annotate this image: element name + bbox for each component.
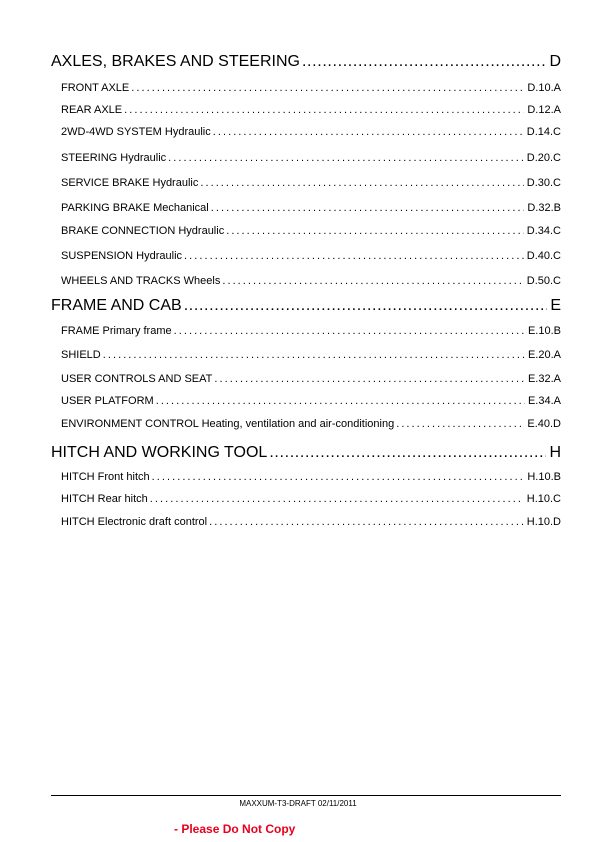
dot-leader [184,297,548,315]
section-title: HITCH AND WORKING TOOL [51,444,268,461]
toc-section-hitch-and-working-tool[interactable] [51,444,561,462]
entry-code: E.10.B [527,325,561,337]
entry-code: E.32.A [527,373,561,385]
toc-entry[interactable] [61,418,561,430]
entry-label: BRAKE CONNECTION Hydraulic [61,225,225,237]
entry-label: SHIELD [61,349,101,361]
dot-leader [269,444,546,462]
toc-entry[interactable] [61,250,561,262]
entry-code: D.30.C [526,177,561,189]
dot-leader [174,325,525,337]
dot-leader [168,152,524,164]
entry-code: D.32.B [527,202,561,214]
entry-code: E.40.D [527,418,561,430]
dot-leader [209,516,524,528]
entry-label: HITCH Front hitch [61,471,150,483]
toc-section-axles-brakes-steering[interactable] [51,53,561,71]
footer-document-code: MAXXUM-T3-DRAFT 02/11/2011 [239,799,357,808]
section-code: E [550,297,561,314]
dot-leader [103,349,525,361]
dot-leader [200,177,523,189]
toc-section-frame-and-cab[interactable] [51,297,561,315]
dot-leader [152,471,525,483]
toc-entry[interactable] [61,493,561,505]
dot-leader [184,250,524,262]
entry-code: H.10.C [526,493,561,505]
entry-code: D.14.C [526,126,561,138]
dot-leader [124,104,524,116]
toc-entry[interactable] [61,471,561,483]
entry-label: FRAME Primary frame [61,325,172,337]
entry-label: SERVICE BRAKE Hydraulic [61,177,199,189]
entry-code: D.10.A [527,82,561,94]
dot-leader [222,275,523,287]
toc-entry[interactable] [61,395,561,407]
entry-label: REAR AXLE [61,104,123,116]
toc-entry[interactable] [61,373,561,385]
toc-entry[interactable] [61,275,561,287]
entry-code: E.34.A [527,395,561,407]
entry-code: D.50.C [526,275,561,287]
toc-entry[interactable] [61,126,561,138]
entry-label: WHEELS AND TRACKS Wheels [61,275,221,287]
entry-label: HITCH Rear hitch [61,493,148,505]
toc-entry[interactable] [61,202,561,214]
toc-entry[interactable] [61,516,561,528]
entry-code: H.10.B [527,471,561,483]
entry-label: FRONT AXLE [61,82,130,94]
entry-label: STEERING Hydraulic [61,152,167,164]
dot-leader [213,126,524,138]
dot-leader [396,418,524,430]
dot-leader [302,53,546,71]
toc-entry[interactable] [61,152,561,164]
section-title: FRAME AND CAB [51,297,182,314]
entry-code: D.20.C [526,152,561,164]
dot-leader [150,493,524,505]
entry-code: D.12.A [527,104,561,116]
dot-leader [214,373,525,385]
dot-leader [156,395,525,407]
toc-entry[interactable] [61,177,561,189]
toc-entry[interactable] [61,82,561,94]
toc-entry[interactable] [61,349,561,361]
toc-entry[interactable] [61,225,561,237]
copy-notice: - Please Do Not Copy [174,822,296,836]
entry-label: USER PLATFORM [61,395,154,407]
entry-label: SUSPENSION Hydraulic [61,250,183,262]
entry-label: 2WD-4WD SYSTEM Hydraulic [61,126,211,138]
footer-divider [51,795,561,796]
dot-leader [131,82,524,94]
toc-entry[interactable] [61,325,561,337]
section-code: H [549,444,561,461]
section-title: AXLES, BRAKES AND STEERING [51,53,300,70]
dot-leader [226,225,524,237]
entry-label: HITCH Electronic draft control [61,516,208,528]
entry-code: E.20.A [527,349,561,361]
entry-label: PARKING BRAKE Mechanical [61,202,209,214]
entry-code: D.40.C [526,250,561,262]
entry-code: H.10.D [526,516,561,528]
section-code: D [549,53,561,70]
dot-leader [211,202,525,214]
toc-entry[interactable] [61,104,561,116]
entry-label: ENVIRONMENT CONTROL Heating, ventilation and air-conditioning [61,418,395,430]
entry-code: D.34.C [526,225,561,237]
entry-label: USER CONTROLS AND SEAT [61,373,213,385]
